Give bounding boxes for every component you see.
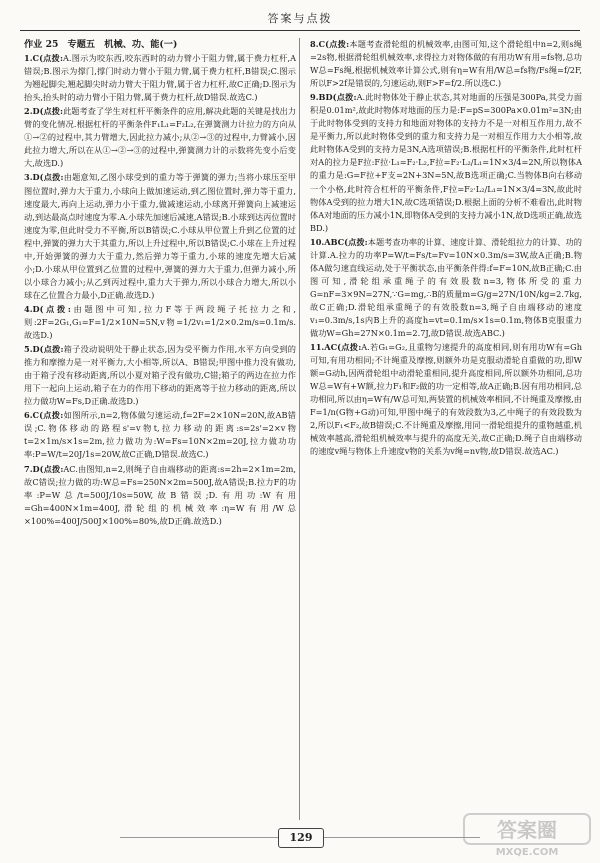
answer-item xyxy=(24,171,296,301)
watermark-logo-icon xyxy=(462,810,592,858)
answer-label: 6.C(点拨: xyxy=(24,410,64,421)
answer-label: 9.BD(点拨: xyxy=(310,92,357,103)
header-title: 答案与点拨 xyxy=(267,12,333,25)
watermark-sub: MXQE.COM xyxy=(495,847,559,858)
answer-item xyxy=(310,236,582,340)
answer-text: 由题意知,乙图小球受到的重力等于弹簧的弹力;当将小球压至甲图位置时,弹力大于重力,小球向上做加速运动,到乙图位置时,弹力等于重力,速度最大,再向上运动,弹力小于重力,做减速运动,小球离开弹簧向上减速运动,到达最高点时速度为零.A.小球先加速后减速,A错误;B.小球到达丙位置时速度为零,但此时受力不平衡,所以B错误;C.小球从甲位置上升到乙位置的过程中,弹簧的弹力大于其重力,所以上升过程中,所以B错误;C.小球在上升过程中,开始弹簧的弹力大于重力,然后弹力等于重力,小球的速度先增大后减小;D.小球从甲位置到乙位置的过程中,弹簧的弹力大于重力,但弹力减小,所以小球合力减小;从乙到丙过程中,重力大于弹力,所以小球合力增大,所以小球在乙位置合力最小,D正确.故选D.) xyxy=(24,172,296,300)
answer-label: 1.C(点拨: xyxy=(24,53,63,64)
answer-label: 7.D(点拨: xyxy=(24,463,64,474)
answer-item xyxy=(24,303,296,342)
answer-label: 10.ABC(点拨: xyxy=(310,236,368,247)
answer-text: A.此时物体处于静止状态,其对地面的压强是300Pa,其受力面积是0.01m²,故此时物体对地面的压力是:F=pS=300Pa×0.01m²=3N;由于此时物体受到的支持力和地面对物体的支持力不是一对相互作用力,故不是平衡力,所以此时物体受到的重力和支持力是一对相互作用力大小相等,故此时物体A受到的支持力是3N,A选项错误;B.根据杠杆的平衡条件,此时杠杆对A的拉力是F拉:F拉·L₁=F₂·L₂,F拉=F₂·L₂/L₁=1N×3/4=2N,所以物体A的重力是:G=F拉+F支=2N+3N=5N,故B选项正确;C.当物体B向右移动一个小格,此时符合杠杆的平衡条件,F拉=F₂·L₂/L₁=1N×3/4=3N,故此时物体A受到的拉力增大1N,故C选项错误;D.根据上面的分析不难看出,此时物体A对地面的压力减小1N,即物体A受到的支持力减小1N,故D选项正确,故选BD.) xyxy=(310,92,582,233)
answer-text: AC.由图知,n=2,则绳子自由端移动的距离:s=2h=2×1m=2m,故C错误;拉力做的功:W总=Fs=250N×2m=500J,故A错误;B.拉力F的功率:P=W总/t=500J/10s=50W,故B错误;D.有用功:W有用=Gh=400N×1m=400J,滑轮组的机械效率:η=W有用/W总×100%=400J/500J×100%=80%,故D正确.故选D.) xyxy=(24,463,296,526)
answer-text: A.若G₁=G₂,且重物匀速提升的高度相同,则有用功W有=Gh可知,有用功相同;不计绳重及摩擦,则额外功是克服动滑轮自重做的功,即W额=G动h,因两滑轮组中动滑轮重相同,提升高度相同,所以额外功相同,总功W总=W有+W额,拉力F₁和F₂做的功一定相等,故A正确;B.因有用功相同,总功相同,所以由η=W有/W总可知,两装置的机械效率相同,不计绳重及摩擦,由F=1/n(G物+G动)可知,甲图中绳子的有效段数为3,乙中绳子的有效段数为2,所以F₁<F₂,故B错误;C.不计绳重及摩擦,用同一滑轮组提升的重物越重,机械效率越高,滑轮组机械效率与提升的高度无关,故C正确;D.绳子自由端移动的速度v绳与物体上升速度v物的关系为v绳=nv物,故D错误.故选AC.) xyxy=(310,342,582,457)
answer-label: 8.C(点拨: xyxy=(310,39,350,49)
answer-label: 4.D(点拨: xyxy=(24,303,71,314)
answer-item xyxy=(310,91,582,235)
answer-label: 11.AC(点拨: xyxy=(310,342,362,353)
answer-label: 3.D(点拨: xyxy=(24,172,64,183)
answer-text: 本题考查滑轮组的机械效率,由图可知,这个滑轮组中n=2,则s绳=2s物,根据滑轮组机械效率,求得拉力对物体做的有用功W有用=fs物,总功W总=Fs绳,根据机械效率计算公式,则有η=W有用/W总=fs物/Fs绳=f/2F,所以F>2f是错误的,匀速运动,则F>F=f/2.所以选C.) xyxy=(310,39,582,89)
answer-text: 如图所示,n=2,物体做匀速运动,f=2F=2×10N=20N,故AB错误;C.物体移动的路程s'=v物t,拉力移动的距离:s=2s'=2×v物t=2×1m/s×1s=2m,拉力做功为:W=Fs=10N×2m=20J,拉力做功功率:P=W/t=20J/1s=20W,故C正确,D错误.故选C.) xyxy=(24,410,296,460)
answer-text: 此题考查了学生对杠杆平衡条件的应用,解决此题的关键是找出力臂的变化情况.根据杠杆的平衡条件F₁L₁=F₂L₂,在弹簧测力计拉力的方向从①→②的过程中,其力臂增大,因此拉力减小;从②→③的过程中,力臂减小,因此拉力增大,所以在从①→②→③的过程中,弹簧测力计的示数将先变小后变大,故选D.) xyxy=(24,106,296,169)
column-divider xyxy=(299,38,300,820)
section-title: 作业 25 专题五 机械、功、能(一) xyxy=(24,39,178,50)
page-number: 129 xyxy=(278,828,324,848)
answer-item xyxy=(24,52,296,104)
right-column xyxy=(310,38,582,818)
left-column xyxy=(24,38,296,818)
page-header xyxy=(20,8,580,31)
answer-item xyxy=(310,38,582,90)
answer-text: 本题考查功率的计算、速度计算、滑轮组拉力的计算、功的计算.A.拉力的功率P=W/t=Fs/t=Fv=10N×0.3m/s=3W,故A正确;B.物体A做匀速直线运动,处于平衡状态,由平衡条件得:f=F=10N,故B正确;C.由图可知,滑轮组承重绳子的有效股数n=3,物体所受的重力G=nF=3×9N=27N,∵G=mg,∴B的质量m=G/g=27N/10N/kg=2.7kg,故C正确;D.滑轮组承重绳子的有效股数n=3,绳子自由端移动的速度v₁=0.3m/s,1s内B上升的高度h=vt=0.1m/s×1s=0.1m,物体B克服重力做功W=Gh=27N×0.1m=2.7J,故D错误.故选ABC.) xyxy=(310,236,582,339)
answer-text: 由题图中可知,拉力F等于两段绳子托拉力之和,则:2F=2G₁,G₁=F=1/2×10N=5N,v物=1/2v₁=1/2×0.2m/s=0.1m/s.故选D.) xyxy=(24,303,296,341)
answer-label: 2.D(点拨: xyxy=(24,106,64,117)
answer-text: A.图示为咬东西,咬东西时的动力臂小于阻力臂,属于费力杠杆,A错误;B.图示为撑门,撑门时动力臂小于阻力臂,属于费力杠杆,B错误;C.图示为翘起脚尖,翘起脚尖时动力臂大于阻力臂,属于省力杠杆,故C正确;D.图示为抬头,抬头时的动力臂小于阻力臂,属于费力杠杆,故D错误.故选C.) xyxy=(24,53,296,103)
answer-label: 5.D(点拨: xyxy=(24,344,64,355)
answer-item xyxy=(24,463,296,528)
watermark-text: 答案圈 xyxy=(497,818,557,842)
answer-item xyxy=(24,343,296,408)
answer-text: 箱子没动说明处于静止状态,因为受平衡力作用,水平方向受到的推力和摩擦力是一对平衡力,大小相等,所以A、B错误;甲图中推力没有做功,由于箱子没有移动距离,所以小夏对箱子没有做功,C错;箱子的两边在拉力作用下一起向上运动,箱子在力的作用下移动的距离等于拉力移动的距离,所以拉力做功W=Fs,D正确.故选D.) xyxy=(24,344,296,407)
answer-item xyxy=(310,341,582,458)
answer-item xyxy=(24,409,296,461)
answer-item xyxy=(24,105,296,170)
